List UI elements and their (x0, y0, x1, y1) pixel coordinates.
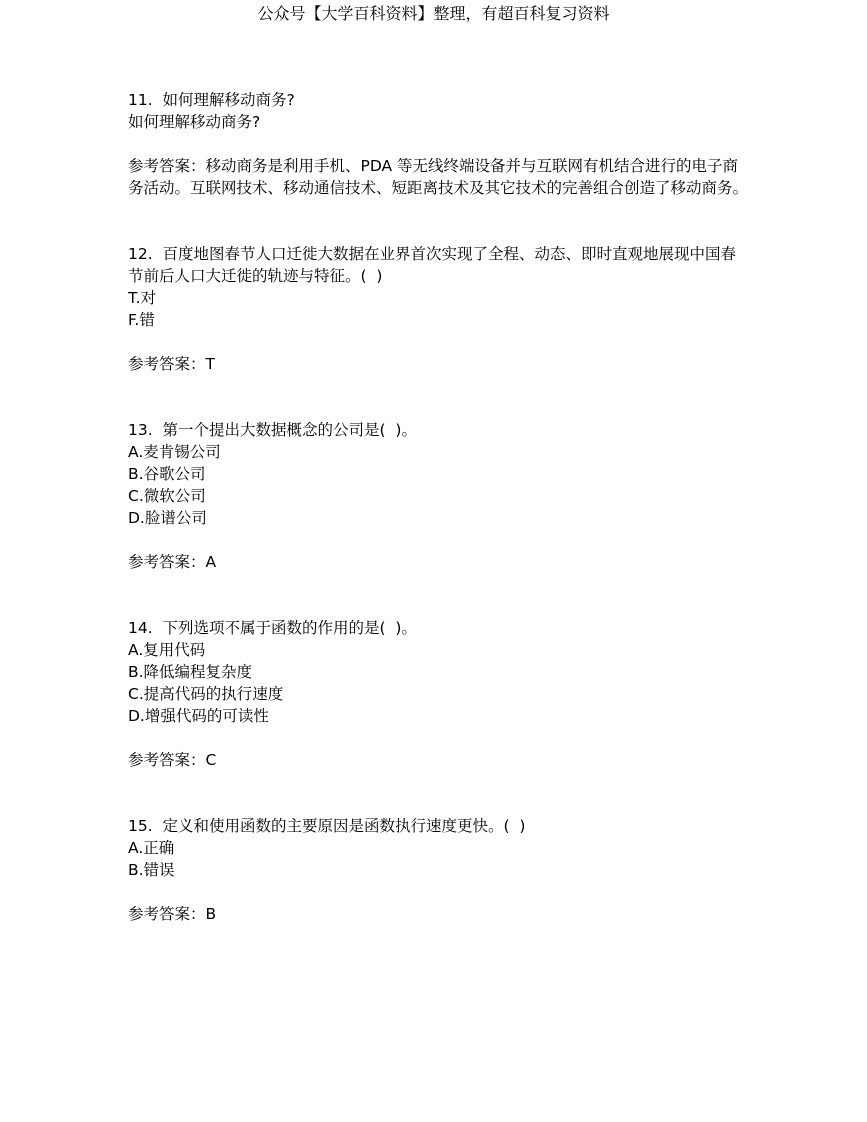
option-c: C.提高代码的执行速度 (128, 685, 284, 703)
page-header: 公众号【大学百科资料】整理，有超百科复习资料 (257, 4, 610, 23)
reference-answer: 参考答案：A (128, 553, 217, 571)
question-title: 15. 定义和使用函数的主要原因是函数执行速度更快。( ) (128, 817, 526, 835)
option-a: A.正确 (128, 839, 175, 857)
option-c: C.微软公司 (128, 487, 206, 505)
question-14 (128, 617, 748, 771)
question-title: 11. 如何理解移动商务? (128, 91, 295, 109)
option-false: F.错 (128, 311, 155, 329)
option-d: D.脸谱公司 (128, 509, 207, 527)
reference-answer: 参考答案：C (128, 751, 217, 769)
question-title: 14. 下列选项不属于函数的作用的是( )。 (128, 619, 417, 637)
option-true: T.对 (128, 289, 157, 307)
question-15 (128, 815, 748, 925)
question-11 (128, 89, 748, 199)
question-13 (128, 419, 748, 573)
option-b: B.谷歌公司 (128, 465, 206, 483)
option-b: B.错误 (128, 861, 175, 879)
question-title: 13. 第一个提出大数据概念的公司是( )。 (128, 421, 417, 439)
reference-answer: 参考答案：T (128, 355, 215, 373)
document-body (128, 89, 748, 925)
reference-answer: 参考答案：移动商务是利用手机、PDA 等无线终端设备并与互联网有机结合进行的电子商务活动。互联网技术、移动通信技术、短距离技术及其它技术的完善组合创造了移动商务。 (128, 157, 749, 197)
option-b: B.降低编程复杂度 (128, 663, 253, 681)
option-d: D.增强代码的可读性 (128, 707, 269, 725)
question-12 (128, 243, 748, 375)
option-a: A.麦肯锡公司 (128, 443, 221, 461)
reference-answer: 参考答案：B (128, 905, 217, 923)
question-title: 12. 百度地图春节人口迁徙大数据在业界首次实现了全程、动态、即时直观地展现中国春节前后人口大迁徙的轨迹与特征。( ) (128, 245, 737, 285)
question-text-line: 如何理解移动商务? (128, 113, 261, 131)
option-a: A.复用代码 (128, 641, 206, 659)
